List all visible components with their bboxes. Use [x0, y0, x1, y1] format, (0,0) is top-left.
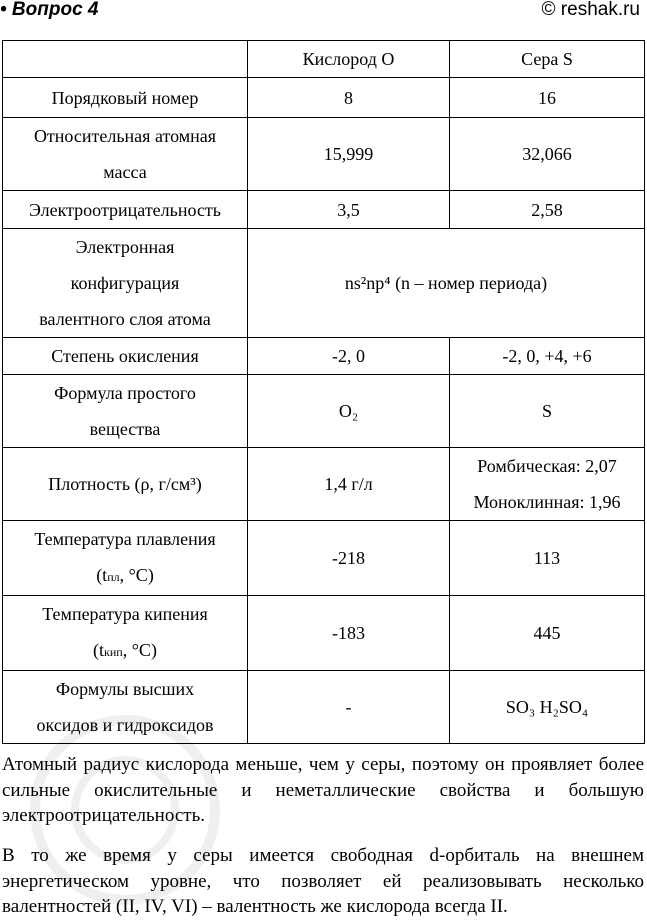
oxygen-cell: 15,999 — [248, 118, 450, 191]
row-label-line: вещества — [89, 419, 161, 439]
row-label-close: , °C) — [122, 640, 157, 660]
oxygen-cell: -183 — [248, 596, 450, 671]
row-label-subscript: пл — [107, 570, 120, 584]
source-credit: © reshak.ru — [541, 0, 640, 20]
row-label-line: Относительная атомная — [33, 126, 217, 146]
row-label-line: Формула простого — [54, 383, 196, 403]
table-row — [3, 521, 645, 596]
sulfur-cell: 2,58 — [450, 191, 645, 229]
row-label — [3, 375, 248, 448]
row-label-line: Электронная — [75, 237, 175, 257]
oxygen-cell: 8 — [248, 78, 450, 118]
table-row — [3, 191, 645, 229]
row-label-line: валентного слоя атома — [39, 309, 211, 329]
table-row — [3, 78, 645, 118]
density-monoclinic: Моноклинная: 1,96 — [473, 492, 621, 512]
header-sulfur: Сера S — [450, 41, 645, 78]
oxygen-cell: 1,4 г/л — [248, 448, 450, 521]
sulfur-cell: 445 — [450, 596, 645, 671]
config-merged-cell: ns²np⁴ (n – номер периода) — [248, 229, 645, 338]
page-header — [0, 0, 647, 24]
header-oxygen: Кислород O — [248, 41, 450, 78]
row-label-line: оксидов и гидроксидов — [36, 715, 214, 735]
row-label — [3, 596, 248, 671]
row-label-open: (t — [93, 640, 105, 660]
row-label-line: Температура плавления — [34, 529, 216, 549]
sulfur-cell: 32,066 — [450, 118, 645, 191]
sulfur-cell: 113 — [450, 521, 645, 596]
row-label-open: (t — [96, 565, 108, 585]
row-label — [3, 229, 248, 338]
density-rhombic: Ромбическая: 2,07 — [477, 456, 617, 476]
oxygen-cell: -218 — [248, 521, 450, 596]
row-label-line: Формулы высших — [55, 679, 195, 699]
row-label-line: масса — [103, 162, 147, 182]
oxygen-cell: 3,5 — [248, 191, 450, 229]
table-row — [3, 338, 645, 375]
table-header-row — [3, 41, 645, 78]
row-label — [3, 521, 248, 596]
row-label: Порядковый номер — [3, 78, 248, 118]
paragraph-atomic-radius: Атомный радиус кислорода меньше, чем у серы, поэтому он проявляет более сильные окислительные и неметаллические свойства и большую электроотрицательность. — [2, 754, 644, 826]
sulfur-cell — [450, 448, 645, 521]
paragraph-valence: В то же время у серы имеется свободная d-орбиталь на внешнем энергетическом уровне, что позволяет ей реализовывать несколько валентностей (II, IV, VI) – валентность же кислорода всегда II. — [2, 845, 644, 917]
oxygen-cell: O₂ — [248, 375, 450, 448]
row-label-subscript: кип — [104, 645, 123, 659]
sulfur-cell: 16 — [450, 78, 645, 118]
row-label-line: конфигурация — [70, 273, 180, 293]
row-label — [3, 118, 248, 191]
sulfur-cell: S — [450, 375, 645, 448]
row-label-line: Температура кипения — [42, 604, 208, 624]
table-row — [3, 448, 645, 521]
sulfur-cell: SO₃ H₂SO₄ — [450, 671, 645, 744]
oxygen-cell: -2, 0 — [248, 338, 450, 375]
comparison-table — [2, 40, 645, 744]
table-row — [3, 596, 645, 671]
oxygen-cell: - — [248, 671, 450, 744]
empty-header-cell — [3, 41, 248, 78]
row-label-close: , °C) — [119, 565, 154, 585]
table-row — [3, 229, 645, 338]
table-row — [3, 118, 645, 191]
row-label: Электроотрицательность — [3, 191, 248, 229]
table-row — [3, 375, 645, 448]
question-title: • Вопрос 4 — [0, 0, 99, 20]
row-label: Плотность (ρ, г/см³) — [3, 448, 248, 521]
sulfur-cell: -2, 0, +4, +6 — [450, 338, 645, 375]
row-label: Степень окисления — [3, 338, 248, 375]
